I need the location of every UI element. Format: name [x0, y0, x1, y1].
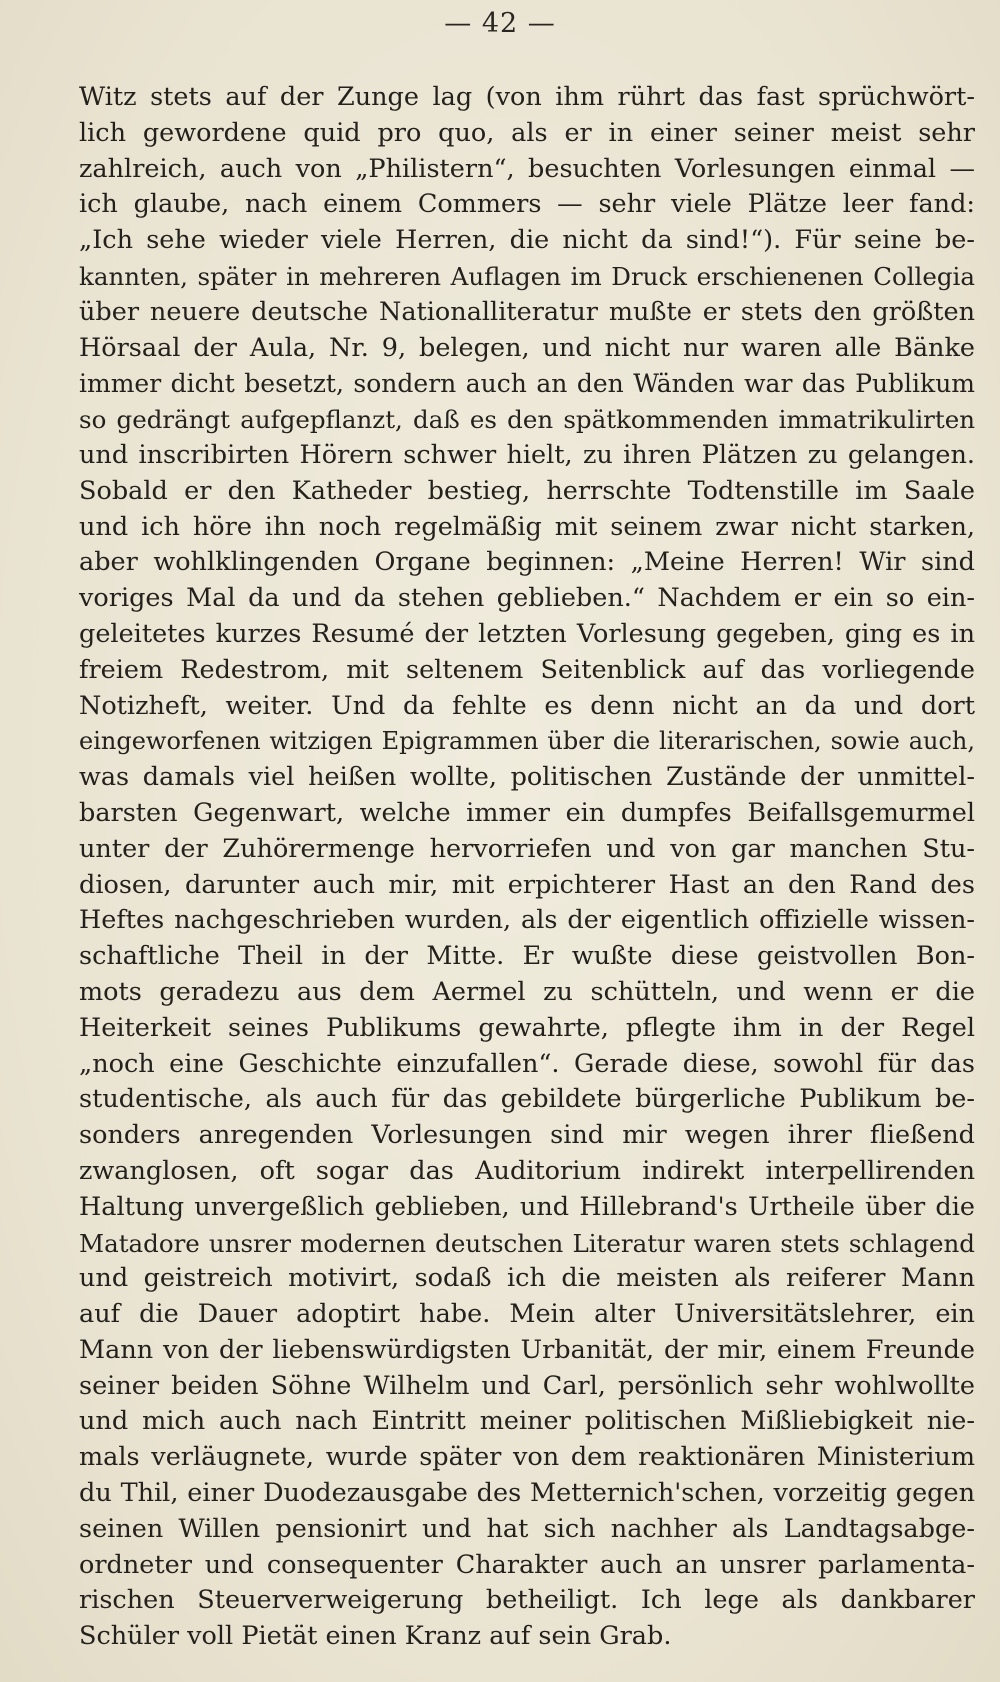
text-line: und ich höre ihn noch regelmäßig mit seinem zwar nicht starken, — [79, 511, 975, 542]
text-line: zahlreich, auch von „Philistern“, besuchten Vorlesungen einmal — — [79, 153, 975, 184]
text-line: voriges Mal da und da stehen geblieben.“ Nachdem er ein so ein- — [79, 583, 975, 614]
text-line: immer dicht besetzt, sondern auch an den Wänden war das Publikum — [79, 369, 975, 399]
text-line: eingeworfenen witzigen Epigrammen über die literarischen, sowie auch, — [79, 727, 975, 756]
text-line: Mann von der liebenswürdigsten Urbanität, der mir, einem Freunde — [79, 1334, 975, 1365]
text-line: diosen, darunter auch mir, mit erpichterer Hast an den Rand des — [79, 869, 975, 900]
text-line: Hörsaal der Aula, Nr. 9, belegen, und nicht nur waren alle Bänke — [79, 332, 975, 363]
body-text — [79, 80, 975, 1655]
text-line: du Thil, einer Duodezausgabe des Metternich'schen, vorzeitig gegen — [79, 1478, 975, 1509]
text-line: und geistreich motivirt, sodaß ich die meisten als reiferer Mann — [79, 1263, 975, 1294]
text-line: schaftliche Theil in der Mitte. Er wußte diese geistvollen Bon- — [79, 941, 975, 972]
text-line: rischen Steuerverweigerung betheiligt. Ich lege als dankbarer — [79, 1585, 975, 1616]
text-line: Haltung unvergeßlich geblieben, und Hillebrand's Urtheile über die — [79, 1191, 975, 1222]
text-line: unter der Zuhörermenge hervorriefen und von gar manchen Stu- — [79, 833, 975, 864]
text-line: freiem Redestrom, mit seltenem Seitenblick auf das vorliegende — [79, 654, 975, 685]
text-line: über neuere deutsche Nationalliteratur mußte er stets den größten — [79, 296, 975, 327]
text-line: Matadore unsrer modernen deutschen Literatur waren stets schlagend — [79, 1228, 975, 1258]
text-line: auf die Dauer adoptirt habe. Mein alter Universitätslehrer, ein — [79, 1299, 975, 1330]
text-line: so gedrängt aufgepflanzt, daß es den spätkommenden immatrikulirten — [79, 405, 975, 435]
text-line: und mich auch nach Eintritt meiner politischen Mißliebigkeit nie- — [79, 1406, 975, 1437]
text-line: „Ich sehe wieder viele Herren, die nicht da sind!“). Für seine be- — [79, 225, 975, 256]
text-line: aber wohlklingenden Organe beginnen: „Meine Herren! Wir sind — [79, 547, 975, 578]
text-line: barsten Gegenwart, welche immer ein dumpfes Beifallsgemurmel — [79, 797, 975, 828]
text-line: mots geradezu aus dem Aermel zu schütteln, und wenn er die — [79, 976, 975, 1007]
text-line: seinen Willen pensionirt und hat sich nachher als Landtagsabge- — [79, 1513, 975, 1544]
text-line: Witz stets auf der Zunge lag (von ihm rührt das fast sprüchwört- — [79, 82, 975, 112]
text-line: seiner beiden Söhne Wilhelm und Carl, persönlich sehr wohlwollte — [79, 1370, 975, 1401]
text-line: Schüler voll Pietät einen Kranz auf sein Grab. — [79, 1621, 672, 1652]
text-line: Heiterkeit seines Publikums gewahrte, pflegte ihm in der Regel — [79, 1012, 975, 1043]
text-line: zwanglosen, oft sogar das Auditorium indirekt interpellirenden — [79, 1155, 975, 1186]
text-line: sonders anregenden Vorlesungen sind mir wegen ihrer fließend — [79, 1120, 975, 1151]
text-line: lich gewordene quid pro quo, als er in einer seiner meist sehr — [79, 117, 975, 148]
text-line: kannten, später in mehreren Auflagen im Druck erschienenen Collegia — [79, 261, 975, 291]
text-line: ich glaube, nach einem Commers — sehr viele Plätze leer fand: — [79, 189, 975, 220]
text-line: und inscribirten Hörern schwer hielt, zu ihren Plätzen zu gelangen. — [79, 439, 975, 470]
text-line: was damals viel heißen wollte, politischen Zustände der unmittel- — [79, 762, 975, 793]
text-line: studentische, als auch für das gebildete bürgerliche Publikum be- — [79, 1084, 975, 1115]
text-line: Notizheft, weiter. Und da fehlte es denn nicht an da und dort — [79, 690, 975, 721]
text-line: Sobald er den Katheder bestieg, herrschte Todtenstille im Saale — [79, 475, 975, 506]
text-line: geleitetes kurzes Resumé der letzten Vorlesung gegeben, ging es in — [79, 618, 975, 649]
text-line: ordneter und consequenter Charakter auch an unsrer parlamenta- — [79, 1549, 975, 1580]
text-line: „noch eine Geschichte einzufallen“. Gerade diese, sowohl für das — [79, 1048, 975, 1079]
text-line: Heftes nachgeschrieben wurden, als der eigentlich offizielle wissen- — [79, 905, 975, 936]
page-number: — 42 — — [444, 8, 556, 39]
text-line: mals verläugnete, wurde später von dem reaktionären Ministerium — [79, 1442, 975, 1473]
